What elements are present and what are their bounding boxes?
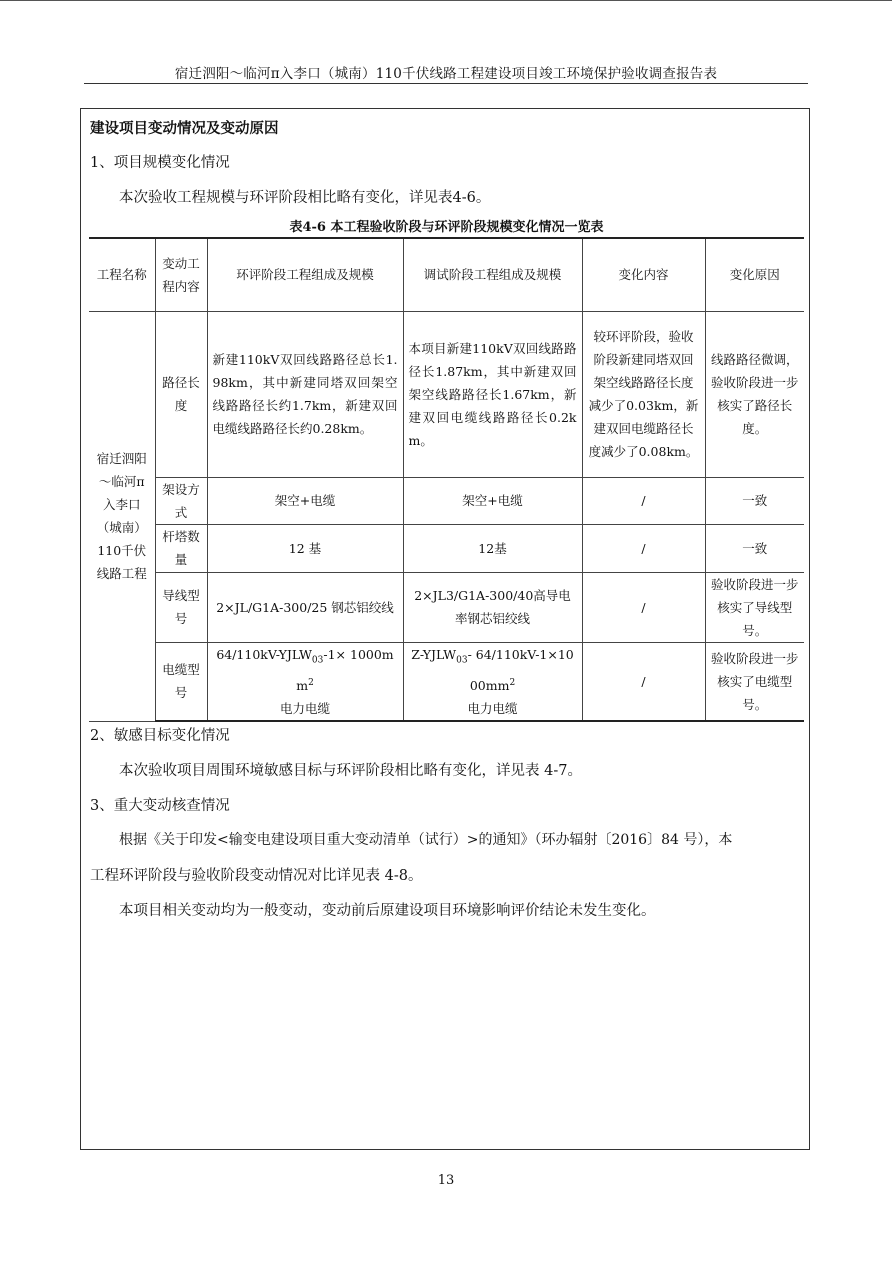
reason-cell: 线路路径微调，验收阶段进一步核实了路径长度。 <box>705 311 804 477</box>
debug-cable-model <box>411 647 574 694</box>
subsection-3-para-2: 本项目相关变动均为一般变动，变动前后原建设项目环境影响评价结论未发生变化。 <box>119 903 656 919</box>
change-cell: / <box>582 642 705 721</box>
reason-cell: 一致 <box>705 524 804 572</box>
debug-cable-model-size: - 64/110kV-1×1000mm <box>467 646 574 694</box>
item-cell: 导线型号 <box>155 572 207 642</box>
debug-cable-model-subscript: 03 <box>456 655 468 665</box>
section-heading: 建设项目变动情况及变动原因 <box>90 120 279 137</box>
table-row <box>89 642 804 721</box>
header-change-reason: 变化原因 <box>705 238 804 311</box>
header-change-content: 变化内容 <box>582 238 705 311</box>
subsection-1-title: 1、项目规模变化情况 <box>90 155 230 171</box>
change-cell: / <box>582 572 705 642</box>
reason-cell: 一致 <box>705 477 804 524</box>
debug-cell: 本项目新建110kV双回线路路径长1.87km，其中新建双回架空线路路径长1.67km，新建双回电缆线路路径长0.2km。 <box>403 311 582 477</box>
header-change-item: 变动工程内容 <box>155 238 207 311</box>
table-row <box>89 311 804 477</box>
subsection-3-title: 3、重大变动核查情况 <box>90 798 230 814</box>
debug-cell: 12基 <box>403 524 582 572</box>
scale-change-table <box>89 237 804 722</box>
eia-cell: 12 基 <box>207 524 403 572</box>
project-name-cell: 宿迁泗阳～临河π入李口（城南）110千伏线路工程 <box>89 311 155 721</box>
item-cell: 杆塔数量 <box>155 524 207 572</box>
item-cell: 架设方式 <box>155 477 207 524</box>
eia-cable-model-text: 64/110kV-YJLW <box>216 646 312 662</box>
eia-cable-model-subscript: 03 <box>311 655 324 665</box>
eia-cell: 新建110kV双回线路路径总长1.98km，其中新建同塔双回架空线路路径长约1.7km，新建双回电缆线路路径长约0.28km。 <box>207 311 403 477</box>
table-row <box>89 524 804 572</box>
header-rule <box>84 83 808 84</box>
running-header: 宿迁泗阳～临河π入李口（城南）110千伏线路工程建设项目竣工环境保护验收调查报告表 <box>174 66 718 82</box>
table-row <box>89 477 804 524</box>
eia-cable-model <box>216 647 393 694</box>
item-cell: 路径长度 <box>155 311 207 477</box>
reason-cell: 验收阶段进一步核实了电缆型号。 <box>705 642 804 721</box>
subsection-3-para-1-line-1: 根据《关于印发<输变电建设项目重大变动清单（试行）>的通知》（环办辐射〔2016〕84 号），本 <box>119 832 733 848</box>
table-row <box>89 572 804 642</box>
eia-cable-model-superscript: 2 <box>308 678 314 688</box>
debug-cable-type: 电力电缆 <box>467 701 518 717</box>
table-caption: 表4-6 本工程验收阶段与环评阶段规模变化情况一览表 <box>289 220 604 235</box>
page-number: 13 <box>437 1173 455 1188</box>
subsection-2-text: 本次验收项目周围环境敏感目标与环评阶段相比略有变化，详见表 4-7。 <box>119 763 582 779</box>
subsection-1-text: 本次验收工程规模与环评阶段相比略有变化，详见表4-6。 <box>119 190 491 206</box>
subsection-3-para-1-line-2: 工程环评阶段与验收阶段变动情况对比详见表 4-8。 <box>90 868 423 884</box>
change-cell: / <box>582 477 705 524</box>
debug-cell: 架空+电缆 <box>403 477 582 524</box>
eia-cell: 架空+电缆 <box>207 477 403 524</box>
header-debug-stage: 调试阶段工程组成及规模 <box>403 238 582 311</box>
header-eia-stage: 环评阶段工程组成及规模 <box>207 238 403 311</box>
eia-cable-type: 电力电缆 <box>279 701 330 717</box>
table-header-row <box>89 238 804 311</box>
debug-cable-model-superscript: 2 <box>509 678 516 688</box>
change-cell: 较环评阶段，验收阶段新建同塔双回架空线路路径长度减少了0.03km，新建双回电缆路径长度减少了0.08km。 <box>582 311 705 477</box>
debug-cell <box>403 642 582 721</box>
subsection-2-title: 2、敏感目标变化情况 <box>90 728 230 744</box>
item-cell: 电缆型号 <box>155 642 207 721</box>
header-project-name: 工程名称 <box>89 238 155 311</box>
eia-cable-model-size: -1× 1000mm <box>296 646 394 694</box>
eia-cell: 2×JL/G1A-300/25 钢芯铝绞线 <box>207 572 403 642</box>
debug-cell: 2×JL3/G1A-300/40高导电率钢芯铝绞线 <box>403 572 582 642</box>
change-cell: / <box>582 524 705 572</box>
top-border-line <box>0 0 892 1</box>
reason-cell: 验收阶段进一步核实了导线型号。 <box>705 572 804 642</box>
debug-cable-model-text: Z-YJLW <box>411 646 457 662</box>
eia-cell <box>207 642 403 721</box>
